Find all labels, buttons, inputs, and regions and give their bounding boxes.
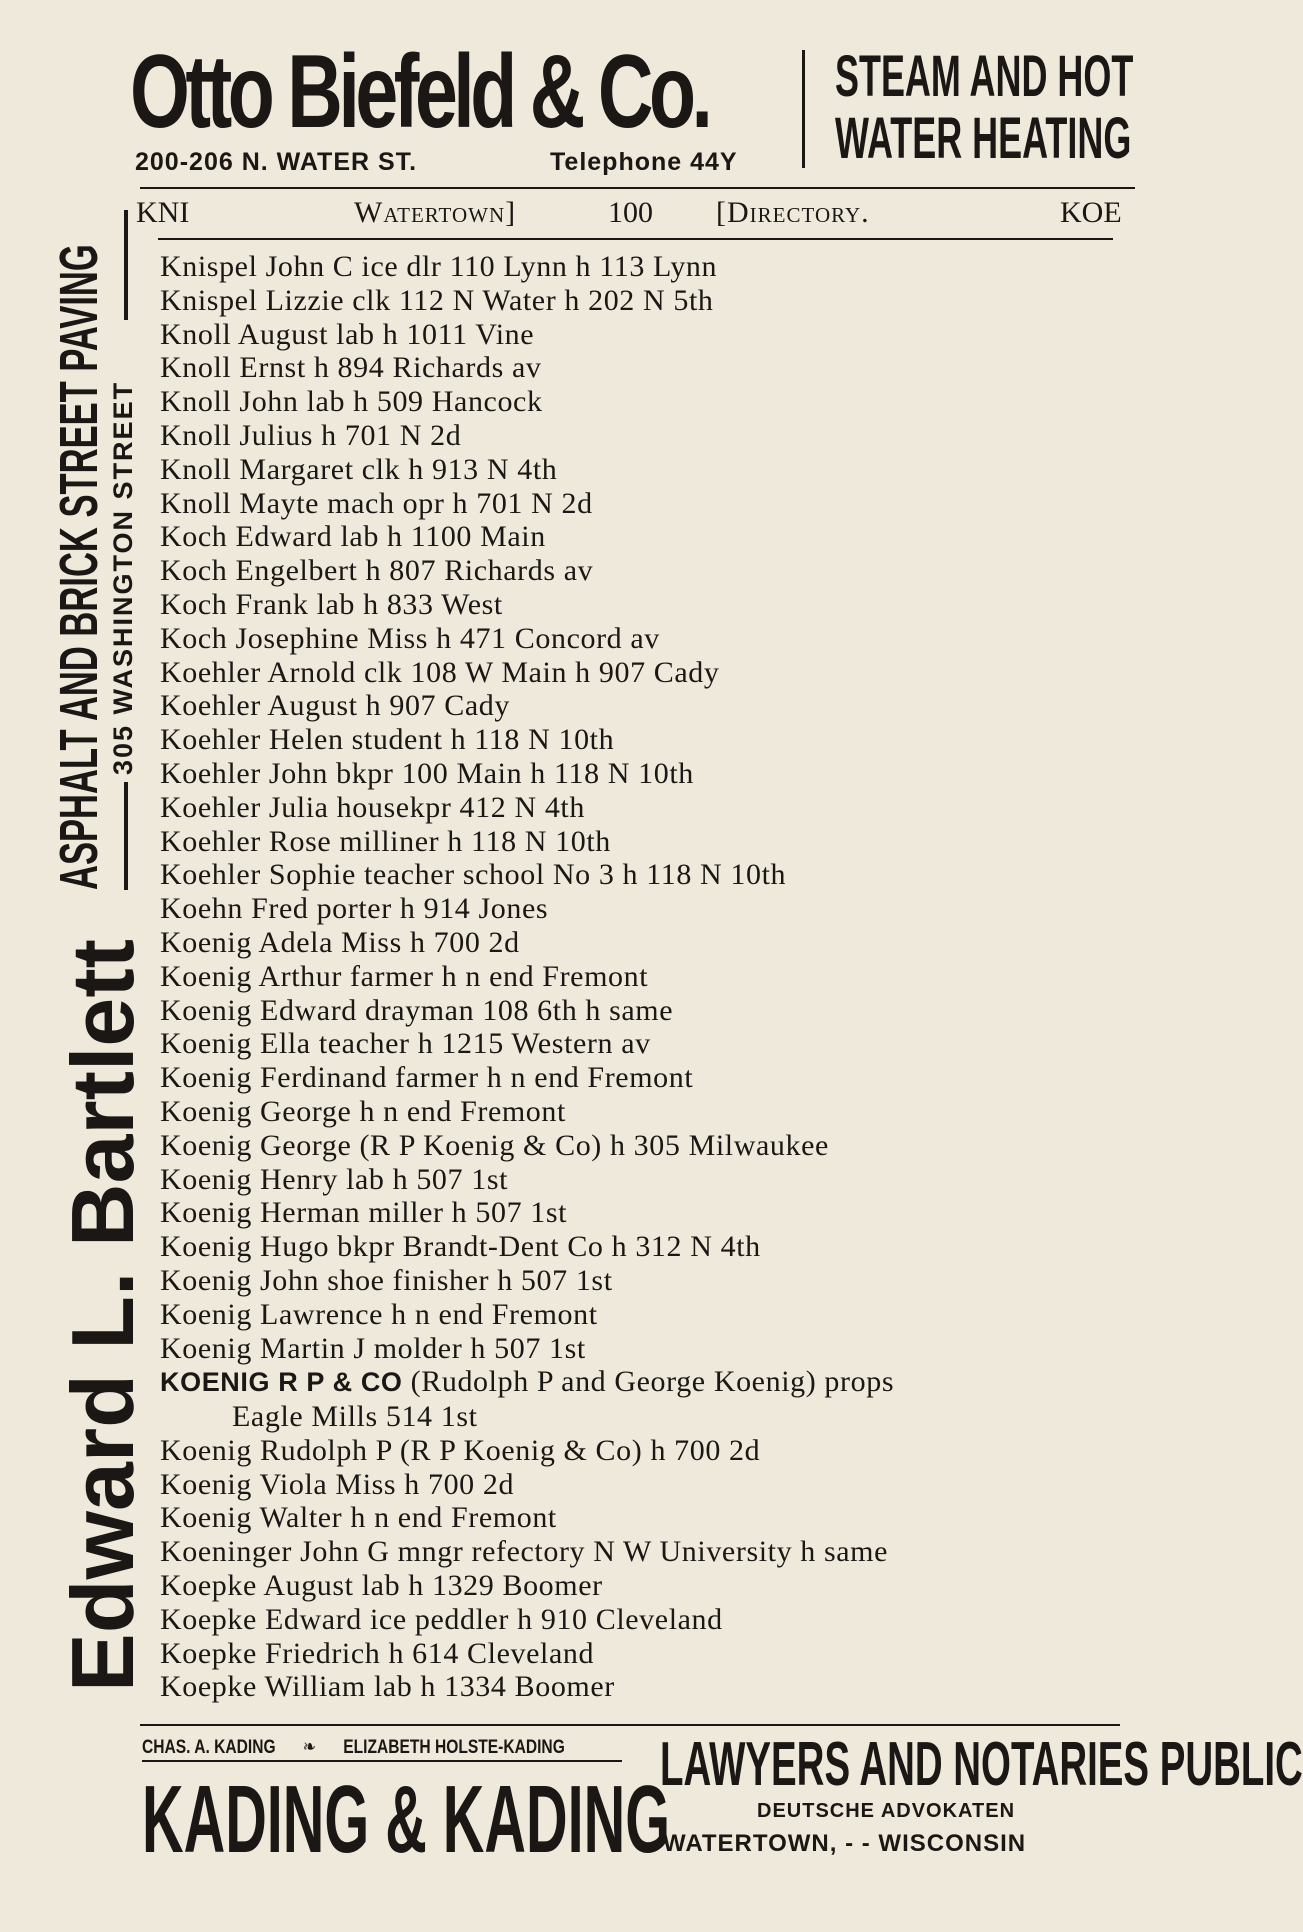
directory-entry: Koepke Edward ice peddler h 910 Cleveland <box>160 1602 723 1636</box>
directory-entry: Koehler John bkpr 100 Main h 118 N 10th <box>160 756 694 790</box>
directory-entry: Koehler Julia housekpr 412 N 4th <box>160 790 585 824</box>
directory-entry: Koeninger John G mngr refectory N W University h same <box>160 1535 889 1569</box>
directory-entry: Knoll Mayte mach opr h 701 N 2d <box>160 486 593 520</box>
side-ad-service-wrap <box>50 0 108 890</box>
side-ad-bar-lower <box>124 782 128 890</box>
directory-entry: Koenig Edward drayman 108 6th h same <box>160 993 674 1027</box>
directory-entry: Koenig George (R P Koenig & Co) h 305 Milwaukee <box>160 1128 829 1162</box>
header-ad <box>130 34 780 176</box>
directory-entry: Koenig Adela Miss h 700 2d <box>160 925 520 959</box>
directory-entry: Knoll John lab h 509 Hancock <box>160 385 543 419</box>
firm-entry-name: KOENIG R P & CO <box>160 1367 403 1398</box>
directory-entry: Koch Edward lab h 1100 Main <box>160 520 546 554</box>
page-number: 100 <box>608 196 653 229</box>
directory-entry: Koenig John shoe finisher h 507 1st <box>160 1263 613 1297</box>
directory-entry: Koehn Fred porter h 914 Jones <box>160 892 549 926</box>
firm-entry-detail: (Rudolph P and George Koenig) props <box>410 1365 895 1399</box>
footer-ad-partners <box>142 1736 565 1759</box>
footer-rule <box>140 1724 1120 1726</box>
footer-ad-german: DEUTSCHE ADVOKATEN <box>757 1800 1016 1822</box>
directory-entry: Koehler Sophie teacher school No 3 h 118 N 10th <box>160 858 787 892</box>
running-head-city: Watertown] <box>354 196 517 229</box>
footer-ad-firm: KADING & KADING <box>142 1766 670 1873</box>
directory-entry: Knoll Margaret clk h 913 N 4th <box>160 452 558 486</box>
side-ad-address: 305 WASHINGTON STREET <box>108 380 138 775</box>
running-head-title: [Directory. <box>716 196 870 229</box>
directory-entry: Koehler Helen student h 118 N 10th <box>160 723 615 757</box>
directory-entry: Koepke Friedrich h 614 Cleveland <box>160 1636 595 1670</box>
side-ad-bar-upper <box>124 210 128 320</box>
directory-entry: Koenig Hugo bkpr Brandt-Dent Co h 312 N 4th <box>160 1230 761 1264</box>
directory-entry: Koenig Lawrence h n end Fremont <box>160 1297 598 1331</box>
side-ad-service: ASPHALT AND BRICK STREET PAVING <box>49 244 109 890</box>
footer-partner-1: CHAS. A. KADING <box>142 1737 276 1758</box>
running-head <box>136 196 1136 232</box>
guide-word-left: KNI <box>136 196 190 229</box>
footer-ad-profession: LAWYERS AND NOTARIES PUBLIC <box>660 1730 1303 1799</box>
directory-entry: Knispel John C ice dlr 110 Lynn h 113 Lynn <box>160 250 718 283</box>
directory-entry: Koehler August h 907 Cady <box>160 689 510 723</box>
directory-entry: Koenig Martin J molder h 507 1st <box>160 1331 586 1365</box>
directory-entry: Koenig Henry lab h 507 1st <box>160 1162 509 1196</box>
directory-entry: Koenig Arthur farmer h n end Fremont <box>160 959 649 993</box>
directory-entry: Koenig Rudolph P (R P Koenig & Co) h 700 2d <box>160 1433 761 1467</box>
directory-entry: Koehler Arnold clk 108 W Main h 907 Cady <box>160 655 720 689</box>
directory-entries <box>160 250 1120 1704</box>
directory-entry: Koenig Walter h n end Fremont <box>160 1501 557 1535</box>
footer-partner-2: ELIZABETH HOLSTE-KADING <box>343 1737 565 1758</box>
directory-entry: Knoll Ernst h 894 Richards av <box>160 351 542 385</box>
firm-entry-continuation: Eagle Mills 514 1st <box>232 1400 478 1434</box>
directory-entry: Koepke August lab h 1329 Boomer <box>160 1569 603 1603</box>
header-rule <box>140 187 1135 189</box>
footer-ad-city: WATERTOWN, - - WISCONSIN <box>663 1830 1027 1857</box>
directory-entry: Knispel Lizzie clk 112 N Water h 202 N 5th <box>160 283 714 317</box>
header-ad-service-line1: STEAM AND HOT <box>835 44 1134 109</box>
directory-entry: Knoll Julius h 701 N 2d <box>160 418 462 452</box>
side-ad-name: Edward L. Bartlett <box>53 939 152 1692</box>
header-ad-address: 200-206 N. WATER ST. <box>135 148 418 176</box>
directory-entry: Koehler Rose milliner h 118 N 10th <box>160 824 611 858</box>
footer-partners-rule <box>142 1760 622 1762</box>
directory-entry: Koepke William lab h 1334 Boomer <box>160 1670 615 1704</box>
header-ad-telephone: Telephone 44Y <box>550 148 738 176</box>
header-divider <box>802 50 805 168</box>
directory-entry: Koenig Viola Miss h 700 2d <box>160 1467 515 1501</box>
directory-entry: Knoll August lab h 1011 Vine <box>160 317 535 351</box>
header-ad-firm: Otto Biefeld & Co. <box>130 34 709 150</box>
entries-block-b <box>160 1434 1120 1704</box>
entries-block-a <box>160 250 1120 1365</box>
running-head-rule <box>158 238 1113 240</box>
directory-entry: Koch Josephine Miss h 471 Concord av <box>160 621 660 655</box>
guide-word-right: KOE <box>1060 196 1122 229</box>
directory-entry: Koenig Herman miller h 507 1st <box>160 1196 568 1230</box>
directory-entry: Koenig Ella teacher h 1215 Western av <box>160 1027 651 1061</box>
header-ad-services <box>835 46 1175 170</box>
header-ad-service-line2: WATER HEATING <box>835 106 1132 171</box>
directory-entry: Koch Frank lab h 833 West <box>160 587 503 621</box>
directory-entry: Koenig Ferdinand farmer h n end Fremont <box>160 1061 694 1095</box>
footer-separator-ornament: ❧ <box>302 1737 316 1758</box>
directory-entry: Koch Engelbert h 807 Richards av <box>160 554 594 588</box>
firm-entry <box>160 1365 1120 1400</box>
directory-entry: Koenig George h n end Fremont <box>160 1094 566 1128</box>
